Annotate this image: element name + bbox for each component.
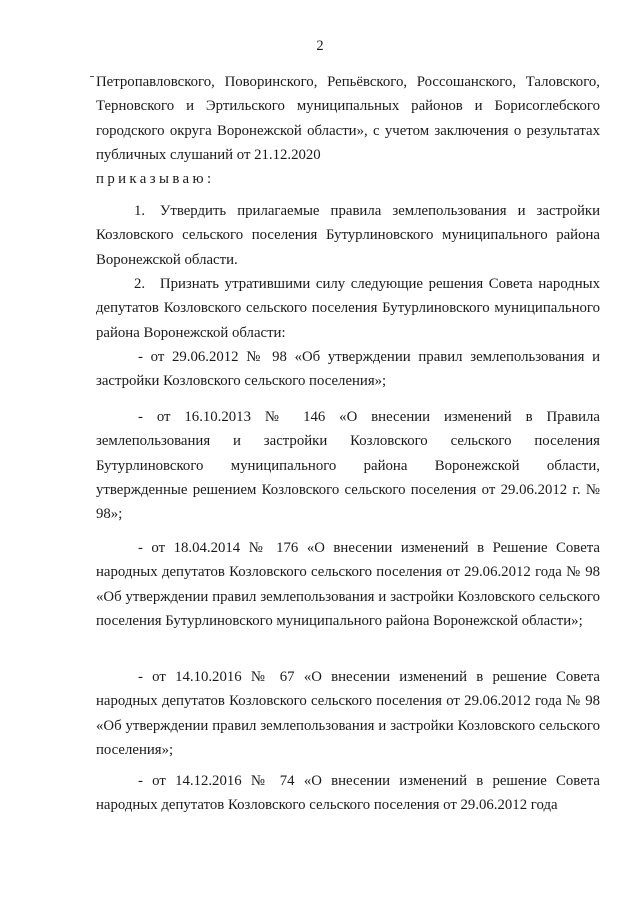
scan-mark bbox=[90, 76, 94, 77]
order-word-block bbox=[96, 167, 600, 191]
repealed-decision-5-block bbox=[96, 769, 600, 818]
order-word: приказываю: bbox=[96, 171, 215, 187]
item-2-block bbox=[96, 272, 600, 345]
repealed-decision-4-block bbox=[96, 665, 600, 762]
repealed-decision-2: - от 16.10.2013 № 146 «О внесении изменений в Правила землепользования и застройки Козловского сельского поселения Бутурлиновского муниципального района Воронежской области, утвержденные решением Козловского сельского поселения от 29.06.2012 г. № 98»; bbox=[96, 409, 600, 523]
repealed-decision-3: - от 18.04.2014 № 176 «О внесении изменений в Решение Совета народных депутатов Козловского сельского поселения от 29.06.2012 года № 98 «Об утверждении правил землепользования и застройки Козловского сельского поселения Бутурлиновского муниципального района Воронежской области»; bbox=[96, 540, 600, 629]
repealed-decision-2-block bbox=[96, 405, 600, 526]
item-2: 2. Признать утратившими силу следующие решения Совета народных депутатов Козловского сельского поселения Бутурлиновского муниципального района Воронежской области: bbox=[96, 276, 600, 341]
intro-paragraph bbox=[96, 70, 600, 167]
paragraph-continuation: Петропавловского, Поворинского, Репьёвского, Россошанского, Таловского, Терновского и Эртильского муниципальных районов и Борисоглебского городского округа Воронежской области», с учетом заключения о результатах публичных слушаний от 21.12.2020 bbox=[96, 74, 600, 163]
item-1: 1. Утвердить прилагаемые правила землепользования и застройки Козловского сельского поселения Бутурлиновского муниципального района Воронежской области. bbox=[96, 203, 600, 268]
repealed-decision-1: - от 29.06.2012 № 98 «Об утверждении правил землепользования и застройки Козловского сельского поселения»; bbox=[96, 349, 600, 390]
repealed-decision-5: - от 14.12.2016 № 74 «О внесении изменений в решение Совета народных депутатов Козловского сельского поселения от 29.06.2012 года bbox=[96, 773, 600, 814]
repealed-decision-4: - от 14.10.2016 № 67 «О внесении изменений в решение Совета народных депутатов Козловского сельского поселения от 29.06.2012 года № 98 «Об утверждении правил землепользования и застройки Козловского сельского поселения»; bbox=[96, 669, 600, 758]
repealed-decision-1-block bbox=[96, 345, 600, 394]
item-1-block bbox=[96, 199, 600, 272]
repealed-decision-3-block bbox=[96, 536, 600, 633]
page-number: 2 bbox=[316, 38, 324, 54]
